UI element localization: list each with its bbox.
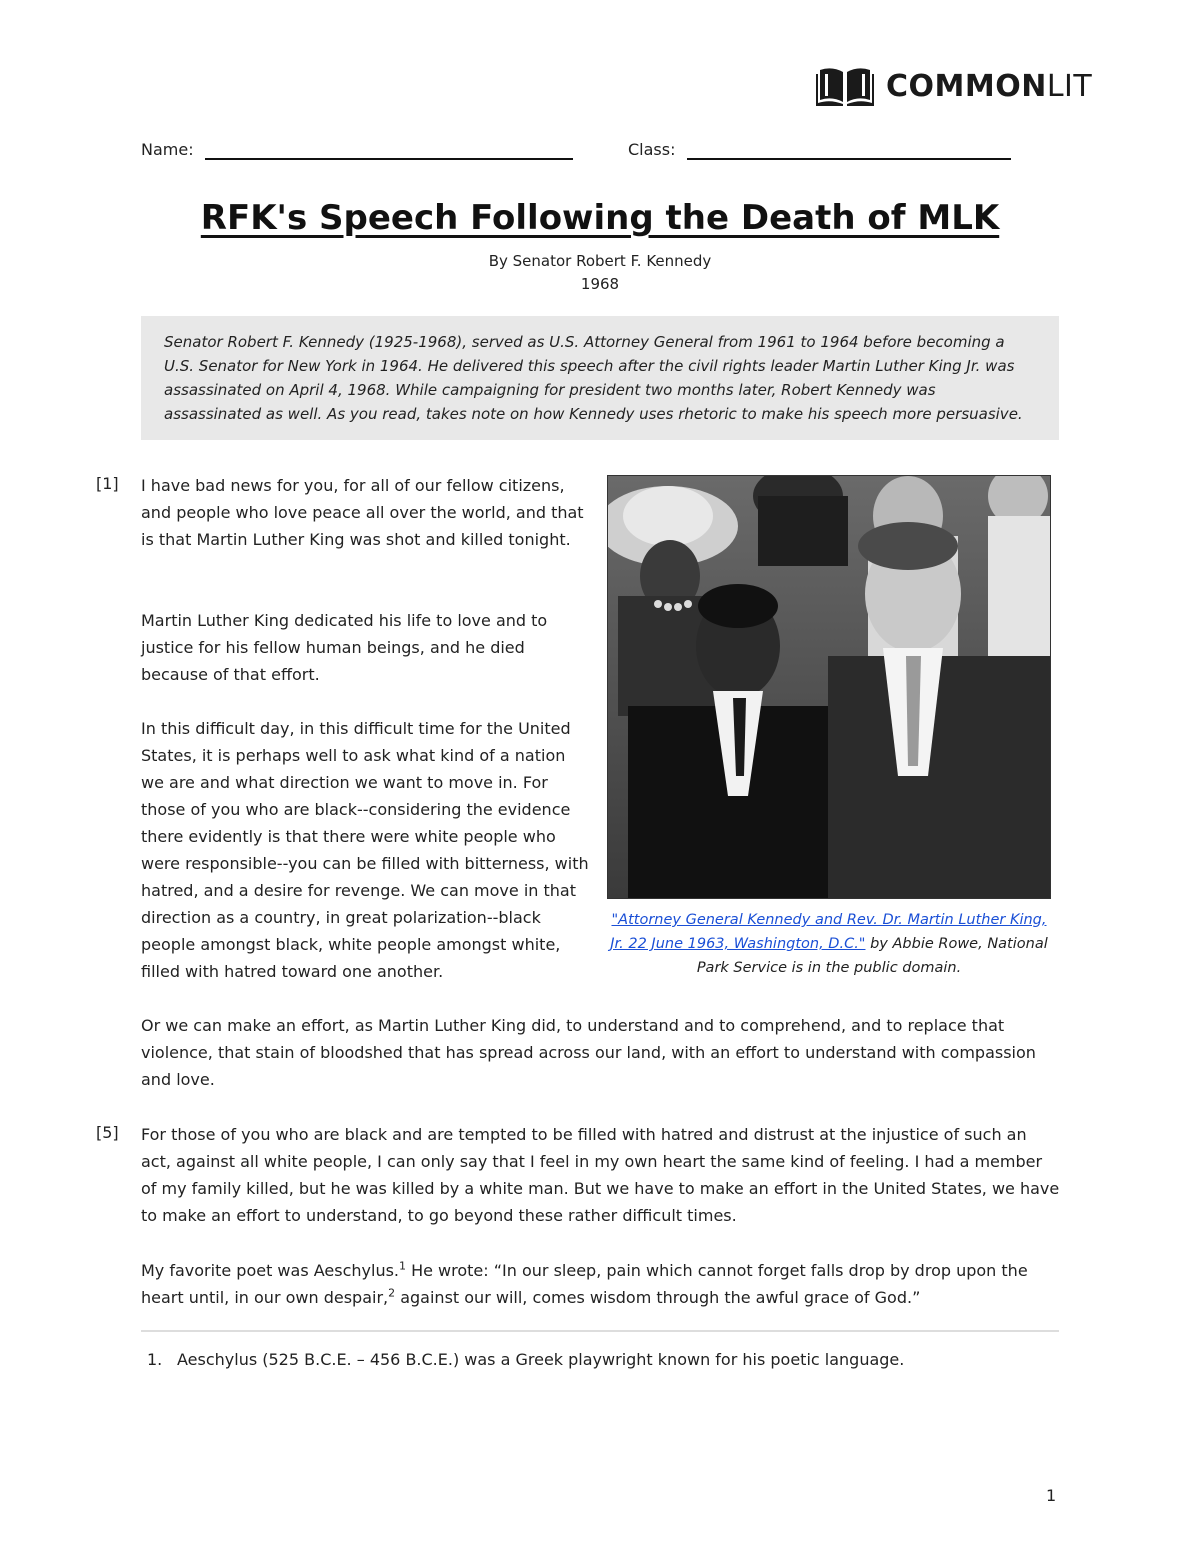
photo-caption: "Attorney General Kennedy and Rev. Dr. Martin Luther King, Jr. 22 June 1963, Washington, D.C." by Abbie Rowe, National Park Service is in the public domain.	[610, 912, 1048, 976]
footnote-text: Aeschylus (525 B.C.E. – 456 B.C.E.) was a Greek playwright known for his poetic language.	[177, 1350, 905, 1369]
paragraph-6: My favorite poet was Aeschylus.$^1$ He wrote: “In our sleep, pain which cannot forget falls drop by drop upon the heart until, in our own despair,$^2$ against our will, comes wisdom through the awful grace of God.”	[141, 1259, 1028, 1307]
photo-source-link[interactable]: "Attorney General Kennedy and Rev. Dr. Martin Luther King, Jr. 22 June 1963, Washington, D.C."	[610, 912, 1047, 952]
document-title: RFK's Speech Following the Death of MLK	[200, 198, 1000, 238]
paragraph-3: In this difficult day, in this difficult time for the United States, it is perhaps well to ask what kind of a nation we are and what direction we want to move in. For those of you who are black--considering the evidence there evidently is that there were white people who were responsible--you can be filled with bitterness, with hatred, and a desire for revenge. We can move in that direction as a country, in great polarization--black people amongst black, white people amongst white, filled with hatred toward one another.	[141, 719, 589, 981]
paragraph-2: Martin Luther King dedicated his life to love and to justice for his fellow human beings, and he died because of that effort.	[141, 611, 548, 684]
historical-photo	[607, 475, 1051, 899]
year: 1968	[580, 275, 620, 293]
byline	[0, 250, 1200, 296]
footnote-number: 1.	[147, 1350, 163, 1369]
page-number: 1	[1046, 1486, 1057, 1505]
class-field-line[interactable]	[687, 158, 1011, 160]
class-label: Class:	[628, 140, 676, 159]
commonlit-logo	[816, 64, 1092, 108]
paragraph-1: I have bad news for you, for all of our fellow citizens, and people who love peace all over the world, and that is that Martin Luther King was shot and killed tonight.	[141, 476, 584, 549]
intro-box: Senator Robert F. Kennedy (1925-1968), served as U.S. Attorney General from 1961 to 1964 before becoming a U.S. Senator for New York in 1964. He delivered this speech after the civil rights leader Martin Luther King Jr. was assassinated on April 4, 1968. While campaigning for president two months later, Robert Kennedy was assassinated as well. As you read, takes note on how Kennedy uses rhetoric to make his speech more persuasive.	[141, 316, 1059, 440]
photo-illustration	[608, 476, 1051, 899]
paragraph-number: [5]	[96, 1123, 119, 1142]
footnote-divider	[141, 1330, 1059, 1332]
name-field-line[interactable]	[205, 158, 573, 160]
author: By Senator Robert F. Kennedy	[488, 252, 712, 270]
brand-name: COMMONLIT	[886, 68, 1093, 104]
open-book-icon	[816, 64, 874, 108]
student-fields	[141, 138, 1041, 168]
name-label: Name:	[141, 140, 194, 159]
paragraph-4: Or we can make an effort, as Martin Luther King did, to understand and to comprehend, and to replace that violence, that stain of bloodshed that has spread across our land, with an effort to understand with compassion and love.	[141, 1016, 1036, 1089]
footnote-ref-1[interactable]: 1	[399, 1259, 406, 1273]
paragraph-number: [1]	[96, 474, 119, 493]
paragraph-5: For those of you who are black and are tempted to be filled with hatred and distrust at the injustice of such an act, against all white people, I can only say that I feel in my own heart the same kind of feeling. I had a member of my family killed, but he was killed by a white man. But we have to make an effort in the United States, we have to make an effort to understand, to go beyond these rather difficult times.	[141, 1125, 1060, 1225]
footnote-ref-2[interactable]: 2	[388, 1286, 396, 1300]
